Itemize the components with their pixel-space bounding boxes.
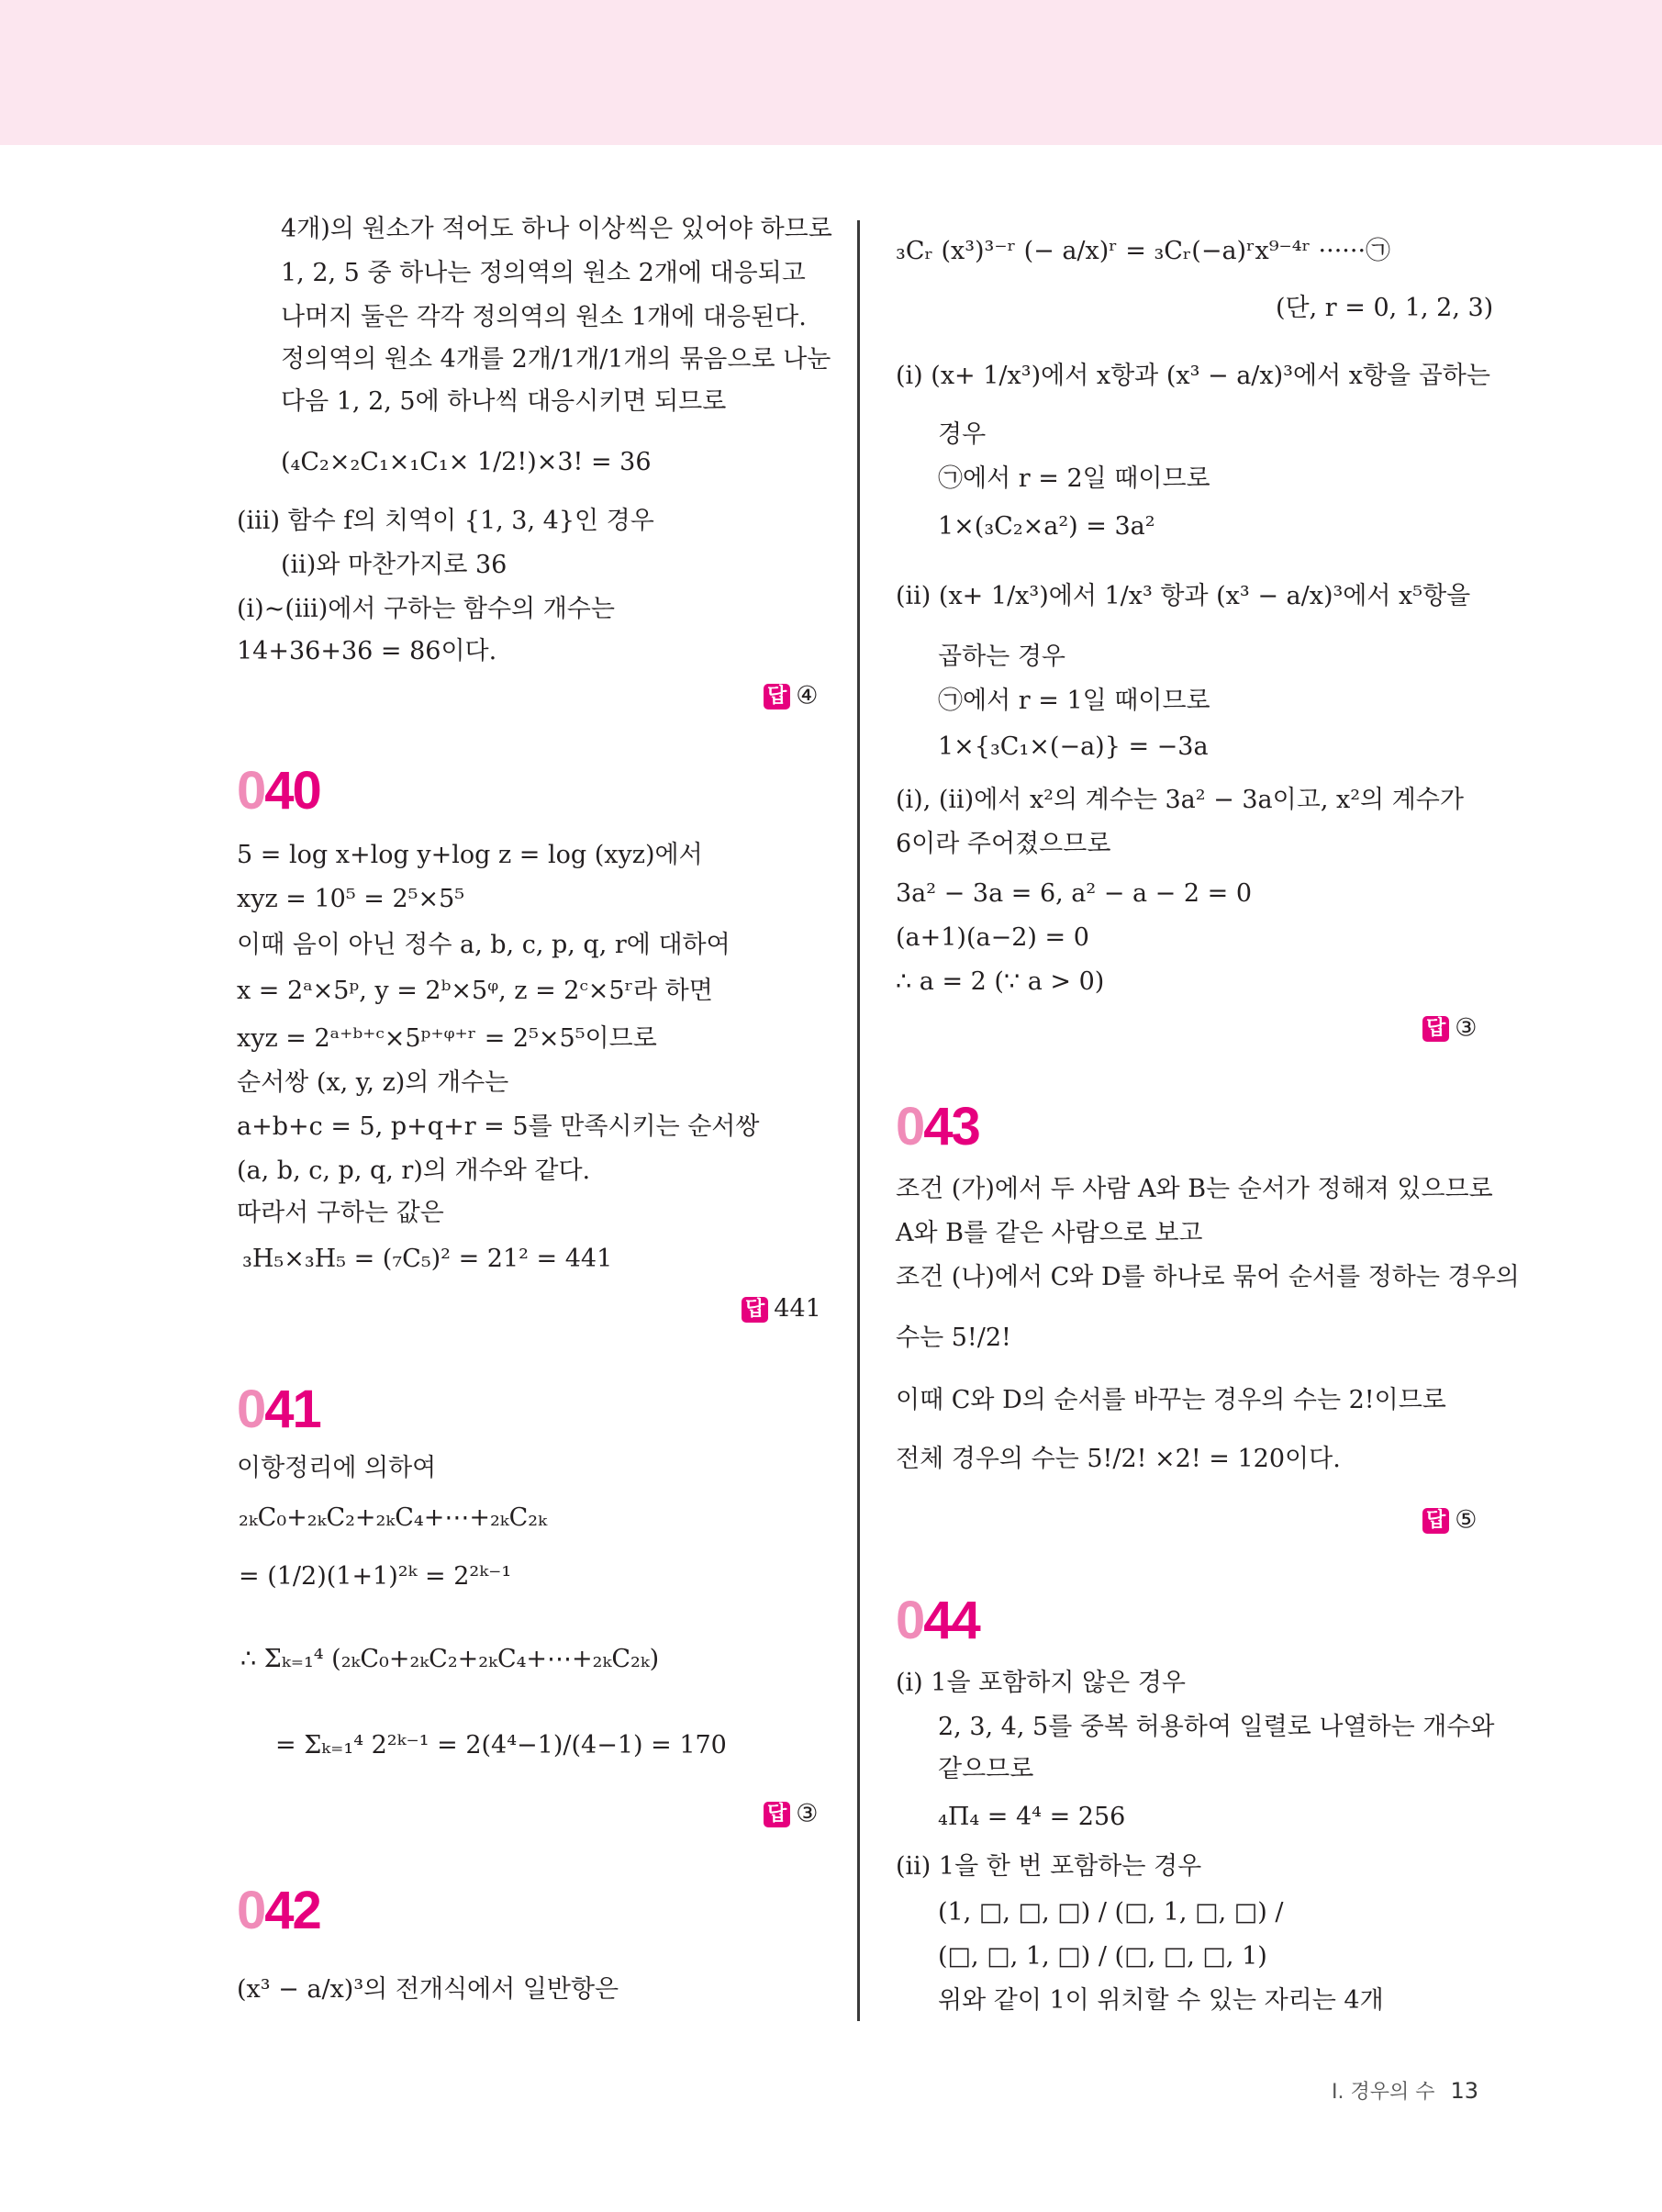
- answer-value: ③: [1455, 1013, 1478, 1043]
- text-line: 같으므로: [938, 1755, 1034, 1783]
- answer-badge: 답: [742, 1297, 768, 1323]
- text-line: (1, □, □, □) / (□, 1, □, □) /: [938, 1898, 1284, 1927]
- formula-line: ∴ Σₖ₌₁⁴ (₂ₖC₀+₂ₖC₂+₂ₖC₄+⋯+₂ₖC₂ₖ): [240, 1645, 660, 1673]
- problem-number-digits: 42: [264, 1881, 320, 1940]
- formula-line: ₂ₖC₀+₂ₖC₂+₂ₖC₄+⋯+₂ₖC₂ₖ: [239, 1503, 547, 1532]
- problem-number-digits: 43: [923, 1097, 979, 1156]
- answer-043: [1422, 1503, 1477, 1537]
- problem-number-prefix: 0: [896, 1097, 924, 1156]
- answer-value: ③: [796, 1799, 819, 1828]
- text-line: 2, 3, 4, 5를 중복 허용하여 일렬로 나열하는 개수와: [938, 1713, 1495, 1741]
- formula-line: 1×{₃C₁×(−a)} = −3a: [938, 732, 1209, 761]
- text-line: ㉠에서 r = 2일 때이므로: [938, 464, 1210, 493]
- text-line: 곱하는 경우: [938, 642, 1065, 671]
- formula-line: (x³ − a/x)³의 전개식에서 일반항은: [237, 1975, 619, 2004]
- answer-042: [1422, 1011, 1477, 1045]
- text-line: 위와 같이 1이 위치할 수 있는 자리는 4개: [938, 1986, 1384, 2015]
- text-line: 순서쌍 (x, y, z)의 개수는: [237, 1068, 509, 1097]
- formula-line: (a+1)(a−2) = 0: [896, 923, 1089, 952]
- text-line: 14+36+36 = 86이다.: [237, 637, 497, 665]
- text-line: (i)~(iii)에서 구하는 함수의 개수는: [237, 595, 615, 623]
- problem-number-040: [237, 761, 320, 821]
- formula-line: xyz = 10⁵ = 2⁵×5⁵: [237, 885, 465, 913]
- text-line: 조건 (가)에서 두 사람 A와 B는 순서가 정해져 있으므로: [896, 1175, 1493, 1203]
- formula-line: 수는 5!/2!: [896, 1324, 1011, 1352]
- answer-value: ⑤: [1455, 1505, 1478, 1535]
- text-line: A와 B를 같은 사람으로 보고: [896, 1219, 1203, 1247]
- problem-number-041: [237, 1382, 320, 1437]
- answer-badge: 답: [764, 1802, 790, 1827]
- answer-badge: 답: [1422, 1016, 1449, 1042]
- case-heading: (ii) (x+ 1/x³)에서 1/x³ 항과 (x³ − a/x)³에서 x⁵항을: [896, 582, 1471, 610]
- answer-040: [742, 1292, 821, 1326]
- case-heading: (i) (x+ 1/x³)에서 x항과 (x³ − a/x)³에서 x항을 곱하는: [896, 362, 1490, 390]
- formula-line: ∴ a = 2 (∵ a > 0): [896, 967, 1105, 996]
- text-line: 이때 음이 아닌 정수 a, b, c, p, q, r에 대하여: [237, 931, 731, 959]
- text-line: 조건 (나)에서 C와 D를 하나로 묶어 순서를 정하는 경우의: [896, 1263, 1520, 1291]
- text-line: 나머지 둘은 각각 정의역의 원소 1개에 대응된다.: [281, 303, 807, 331]
- answer-039: [764, 679, 818, 713]
- text-line: (i), (ii)에서 x²의 계수는 3a² − 3a이고, x²의 계수가: [896, 786, 1464, 814]
- answer-value: 441: [774, 1294, 821, 1324]
- text-line: ㉠에서 r = 1일 때이므로: [938, 687, 1210, 715]
- problem-number-prefix: 0: [237, 1380, 265, 1439]
- column-divider: [857, 220, 860, 2021]
- text-line: 4개)의 원소가 적어도 하나 이상씩은 있어야 하므로: [281, 215, 832, 243]
- text-line: (a, b, c, p, q, r)의 개수와 같다.: [237, 1156, 591, 1185]
- text-line: 6이라 주어졌으므로: [896, 830, 1111, 858]
- problem-number-digits: 40: [264, 761, 320, 821]
- formula-line: ₄Π₄ = 4⁴ = 256: [938, 1803, 1126, 1831]
- condition-line: (단, r = 0, 1, 2, 3): [1276, 294, 1494, 322]
- problem-number-prefix: 0: [896, 1591, 924, 1650]
- problem-number-043: [896, 1097, 979, 1156]
- problem-number-prefix: 0: [237, 761, 265, 821]
- formula-line: = (1/2)(1+1)²ᵏ = 2²ᵏ⁻¹: [239, 1562, 512, 1591]
- problem-number-digits: 41: [264, 1380, 320, 1439]
- answer-value: ④: [796, 681, 819, 710]
- text-line: a+b+c = 5, p+q+r = 5를 만족시키는 순서쌍: [237, 1112, 760, 1141]
- problem-number-prefix: 0: [237, 1881, 265, 1940]
- case-heading: (i) 1을 포함하지 않은 경우: [896, 1669, 1186, 1697]
- header-band: [0, 0, 1662, 145]
- formula-line: 1×(₃C₂×a²) = 3a²: [938, 512, 1155, 541]
- text-line: 이때 C와 D의 순서를 바꾸는 경우의 수는 2!이므로: [896, 1386, 1446, 1414]
- formula-line: xyz = 2ᵃ⁺ᵇ⁺ᶜ×5ᵖ⁺ᵠ⁺ʳ = 2⁵×5⁵이므로: [237, 1024, 657, 1053]
- formula-line: ₃Cᵣ (x³)³⁻ʳ (− a/x)ʳ = ₃Cᵣ(−a)ʳx⁹⁻⁴ʳ ······㉠: [896, 237, 1391, 265]
- text-line: 5 = log x+log y+log z = log (xyz)에서: [237, 841, 703, 869]
- answer-badge: 답: [1422, 1508, 1449, 1534]
- text-line: 정의역의 원소 4개를 2개/1개/1개의 묶음으로 나눈: [281, 345, 831, 374]
- case-heading: (ii) 1을 한 번 포함하는 경우: [896, 1852, 1202, 1881]
- case-heading: (iii) 함수 f의 치역이 {1, 3, 4}인 경우: [237, 507, 654, 535]
- text-line: (□, □, 1, □) / (□, □, □, 1): [938, 1942, 1267, 1971]
- text-line: 따라서 구하는 값은: [237, 1199, 444, 1227]
- page-number: 13: [1450, 2078, 1478, 2104]
- page-footer: [1332, 2076, 1478, 2105]
- footer-section: Ⅰ. 경우의 수: [1331, 2081, 1435, 2104]
- text-line: 1, 2, 5 중 하나는 정의역의 원소 2개에 대응되고: [281, 259, 806, 287]
- problem-number-digits: 44: [923, 1591, 979, 1650]
- problem-number-042: [237, 1883, 320, 1938]
- text-line: (ii)와 마찬가지로 36: [281, 551, 508, 579]
- formula-line: x = 2ᵃ×5ᵖ, y = 2ᵇ×5ᵠ, z = 2ᶜ×5ʳ라 하면: [237, 977, 713, 1005]
- formula-line: 전체 경우의 수는 5!/2! ×2! = 120이다.: [896, 1445, 1341, 1473]
- problem-number-044: [896, 1593, 979, 1648]
- text-line: 다음 1, 2, 5에 하나씩 대응시키면 되므로: [281, 387, 727, 416]
- formula-line: 3a² − 3a = 6, a² − a − 2 = 0: [896, 879, 1253, 908]
- formula-line: = Σₖ₌₁⁴ 2²ᵏ⁻¹ = 2(4⁴−1)/(4−1) = 170: [275, 1731, 727, 1760]
- answer-041: [764, 1797, 818, 1831]
- formula-line: ₃H₅×₃H₅ = (₇C₅)² = 21² = 441: [242, 1245, 613, 1273]
- text-line: 경우: [938, 420, 987, 449]
- formula-line: (₄C₂×₂C₁×₁C₁× 1/2!)×3! = 36: [281, 448, 652, 476]
- answer-badge: 답: [764, 684, 790, 709]
- text-line: 이항정리에 의하여: [237, 1454, 437, 1482]
